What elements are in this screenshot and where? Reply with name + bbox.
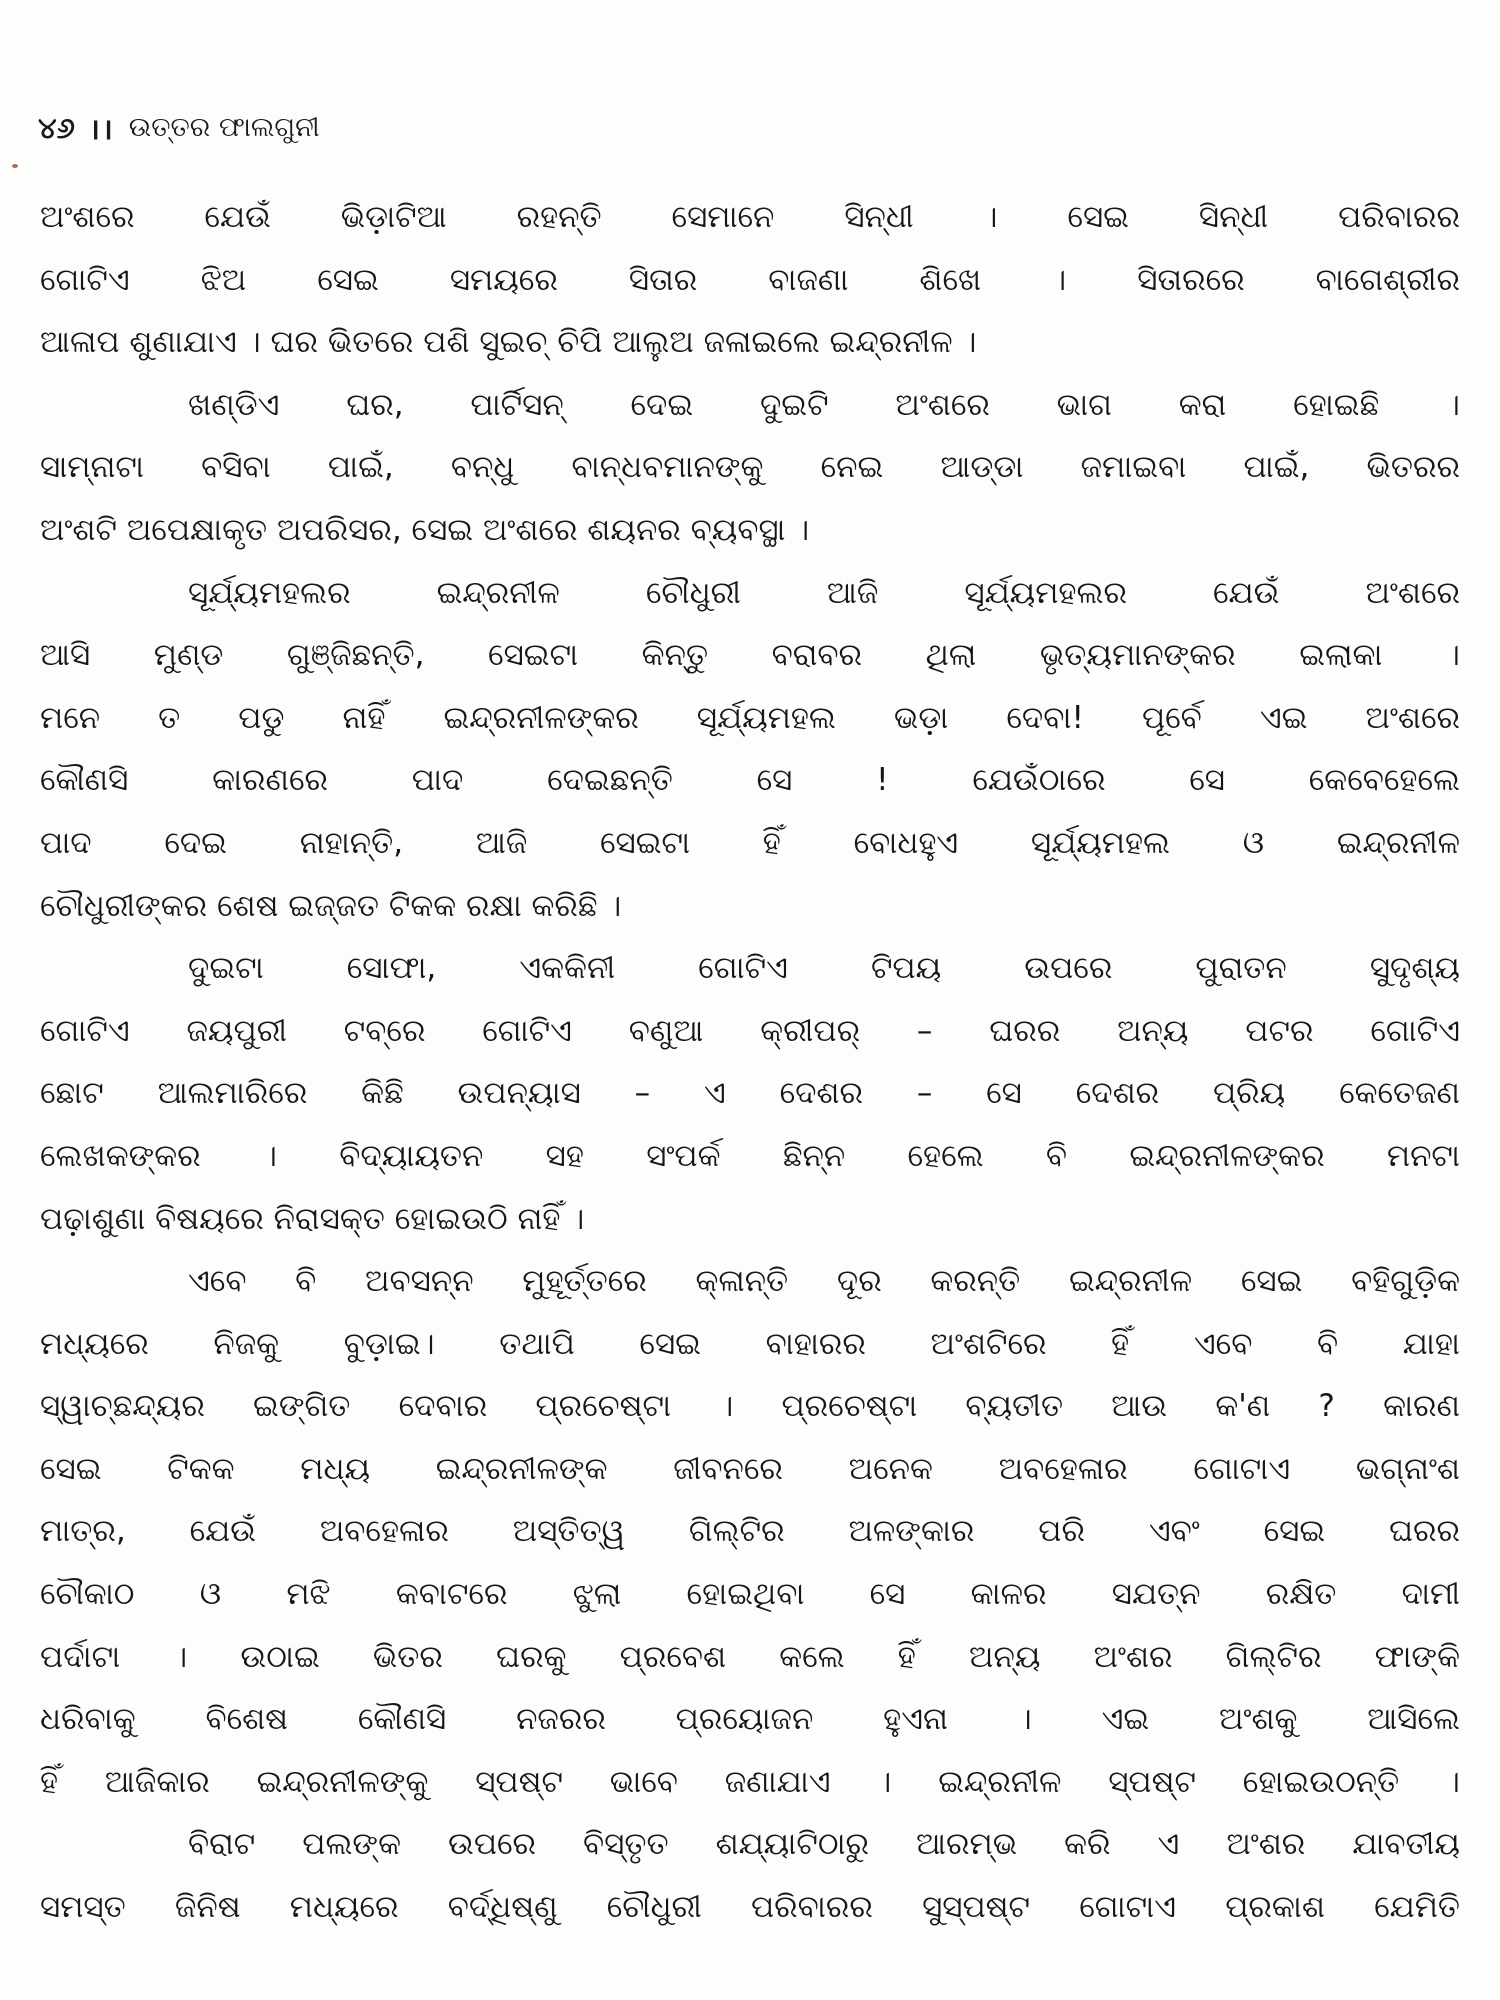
text-line: ସମସ୍ତ ଜିନିଷ ମଧ୍ୟରେ ବର୍ଦ୍ଧିଷ୍ଣୁ ଚୌଧୁରୀ ପରିବାରର ସୁସ୍ପଷ୍ଟ ଗୋଟାଏ ପ୍ରକାଶ ଯେମିତି [40,1889,1460,1926]
text-line: ଛୋଟ ଆଲମାରିରେ କିଛି ଉପନ୍ୟାସ – ଏ ଦେଶର – ସେ ଦେଶର ପ୍ରିୟ କେତେଜଣ [40,1075,1460,1112]
text-line: ଅଂଶରେ ଯେଉଁ ଭିଡ଼ାଟିଆ ରହନ୍ତି ସେମାନେ ସିନ୍ଧୀ । ସେଇ ସିନ୍ଧୀ ପରିବାରର [40,199,1460,235]
header-separator: ।। [88,111,115,146]
paragraph-start-line: ଖଣ୍ଡିଏ ଘର, ପାର୍ଟିସନ୍ ଦେଇ ଦୁଇଟି ଅଂଶରେ ଭାଗ କରା ହୋଇଛି । [188,386,1460,423]
text-line: ହିଁ ଆଜିକାର ଇନ୍ଦ୍ରନୀଳଙ୍କୁ ସ୍ପଷ୍ଟ ଭାବେ ଜଣାଯାଏ । ଇନ୍ଦ୍ରନୀଳ ସ୍ପଷ୍ଟ ହୋଇଉଠନ୍ତି । [40,1763,1460,1800]
text-line: ଆଳାପ ଶୁଣାଯାଏ । ଘର ଭିତରେ ପଶି ସୁଇଚ୍ ଚିପି ଆଲୁଅ ଜଳାଇଲେ ଇନ୍ଦ୍ରନୀଳ । [40,324,977,361]
text-line: ଚୌକାଠ ଓ ମଝି କବାଟରେ ଝୁଲା ହୋଇଥିବା ସେ କାଳର ସଯତ୍ନ ରକ୍ଷିତ ଦାମୀ [40,1576,1460,1613]
text-line: ମାତ୍ର, ଯେଉଁ ଅବହେଳାର ଅସ୍ତିତ୍ୱ ଗିଲ୍‌ଟିର ଅଳଙ୍କାର ପରି ଏବଂ ସେଇ ଘରର [40,1513,1460,1550]
text-line: ଅଂଶଟି ଅପେକ୍ଷାକୃତ ଅପରିସର, ସେଇ ଅଂଶରେ ଶୟନର ବ୍ୟବସ୍ଥା । [40,511,810,548]
text-line: ଗୋଟିଏ ଜୟପୁରୀ ଟବ୍‌ରେ ଗୋଟିଏ ବଣୁଆ କ୍ରୀପର୍ – ଘରର ଅନ୍ୟ ପଟର ଗୋଟିଏ [40,1012,1460,1049]
text-line: ପାଦ ଦେଇ ନାହାନ୍ତି, ଆଜି ସେଇଟା ହିଁ ବୋଧହୁଏ ସୂର୍ଯ୍ୟମହଲ ଓ ଇନ୍ଦ୍ରନୀଳ [40,824,1460,861]
text-line: ମଧ୍ୟରେ ନିଜକୁ ବୁଡ଼ାଇ। ତଥାପି ସେଇ ବାହାରର ଅଂଶଟିରେ ହିଁ ଏବେ ବି ଯାହା [40,1325,1460,1362]
text-line: ସାମ୍ନାଟା ବସିବା ପାଇଁ, ବନ୍ଧୁ ବାନ୍ଧବମାନଙ୍କୁ ନେଇ ଆଡ୍ଡା ଜମାଇବା ପାଇଁ, ଭିତରର [40,449,1460,486]
paragraph-start-line: ଦୁଇଟା ସୋଫା, ଏକକିନୀ ଗୋଟିଏ ଟିପୟ ଉପରେ ପୁରାତନ ସୁଦୃଶ୍ୟ [188,950,1460,987]
body-text [40,186,1460,1939]
paragraph-start-line: ଏବେ ବି ଅବସନ୍ନ ମୁହୂର୍ତ୍ତରେ କ୍ଳାନ୍ତି ଦୂର କରନ୍ତି ଇନ୍ଦ୍ରନୀଳ ସେଇ ବହିଗୁଡ଼ିକ [188,1263,1460,1300]
text-line: ସ୍ୱାଚ୍ଛନ୍ଦ୍ୟର ଇଙ୍ଗିତ ଦେବାର ପ୍ରଚେଷ୍ଟା । ପ୍ରଚେଷ୍ଟା ବ୍ୟତୀତ ଆଉ କ'ଣ ? କାରଣ [40,1388,1460,1425]
paragraph-start-line: ସୂର୍ଯ୍ୟମହଲର ଇନ୍ଦ୍ରନୀଳ ଚୌଧୁରୀ ଆଜି ସୂର୍ଯ୍ୟମହଲର ଯେଉଁ ଅଂଶରେ [188,574,1460,611]
text-line: ପଢ଼ାଶୁଣା ବିଷୟରେ ନିରାସକ୍ତ ହୋଇଉଠି ନାହିଁ । [40,1200,585,1237]
text-line: ମନେ ତ ପଡୁ ନାହିଁ ଇନ୍ଦ୍ରନୀଳଙ୍କର ସୂର୍ଯ୍ୟମହଲ ଭଡ଼ା ଦେବା! ପୂର୍ବେ ଏଇ ଅଂଶରେ [40,699,1460,736]
paragraph-start-line: ବିରାଟ ପଲଙ୍କ ଉପରେ ବିସ୍ତୃତ ଶଯ୍ୟାଟିଠାରୁ ଆରମ୍ଭ କରି ଏ ଅଂଶର ଯାବତୀୟ [188,1826,1460,1863]
text-line: କୌଣସି କାରଣରେ ପାଦ ଦେଇଛନ୍ତି ସେ ! ଯେଉଁଠାରେ ସେ କେବେହେଲେ [40,762,1460,799]
text-line: ଚୌଧୁରୀଙ୍କର ଶେଷ ଇଜ୍ଜତ ଟିକକ ରକ୍ଷା କରିଛି । [40,887,622,924]
text-line: ସେଇ ଟିକକ ମଧ୍ୟ ଇନ୍ଦ୍ରନୀଳଙ୍କ ଜୀବନରେ ଅନେକ ଅବହେଳାର ଗୋଟାଏ ଭଗ୍ନାଂଶ [40,1450,1460,1487]
text-line: ପର୍ଦାଟା । ଉଠାଇ ଭିତର ଘରକୁ ପ୍ରବେଶ କଲେ ହିଁ ଅନ୍ୟ ଅଂଶର ଗିଲ୍‌ଟିର ଫାଙ୍କି [40,1638,1460,1675]
text-line: ଆସି ମୁଣ୍ଡ ଗୁଞ୍ଜିଛନ୍ତି, ସେଇଟା କିନ୍ତୁ ବରାବର ଥିଲା ଭୃତ୍ୟମାନଙ୍କର ଇଲାକା । [40,637,1460,674]
page-number: ୪୬ [38,110,75,145]
paper-speck [12,164,18,168]
text-line: ଗୋଟିଏ ଝିଅ ସେଇ ସମୟରେ ସିତାର ବାଜଣା ଶିଖେ । ସିତାରରେ ବାଗେଶ୍ରୀର [40,261,1460,298]
text-line: ଧରିବାକୁ ବିଶେଷ କୌଣସି ନଜରର ପ୍ରୟୋଜନ ହୁଏନା । ଏଇ ଅଂଶକୁ ଆସିଲେ [40,1701,1460,1738]
book-title: ଉତ୍ତର ଫାଲଗୁନୀ [128,112,320,143]
text-line: ଲେଖକଙ୍କର । ବିଦ୍ୟାୟତନ ସହ ସଂପର୍କ ଛିନ୍ନ ହେଲେ ବି ଇନ୍ଦ୍ରନୀଳଙ୍କର ମନଟା [40,1137,1460,1174]
running-header [38,108,320,148]
